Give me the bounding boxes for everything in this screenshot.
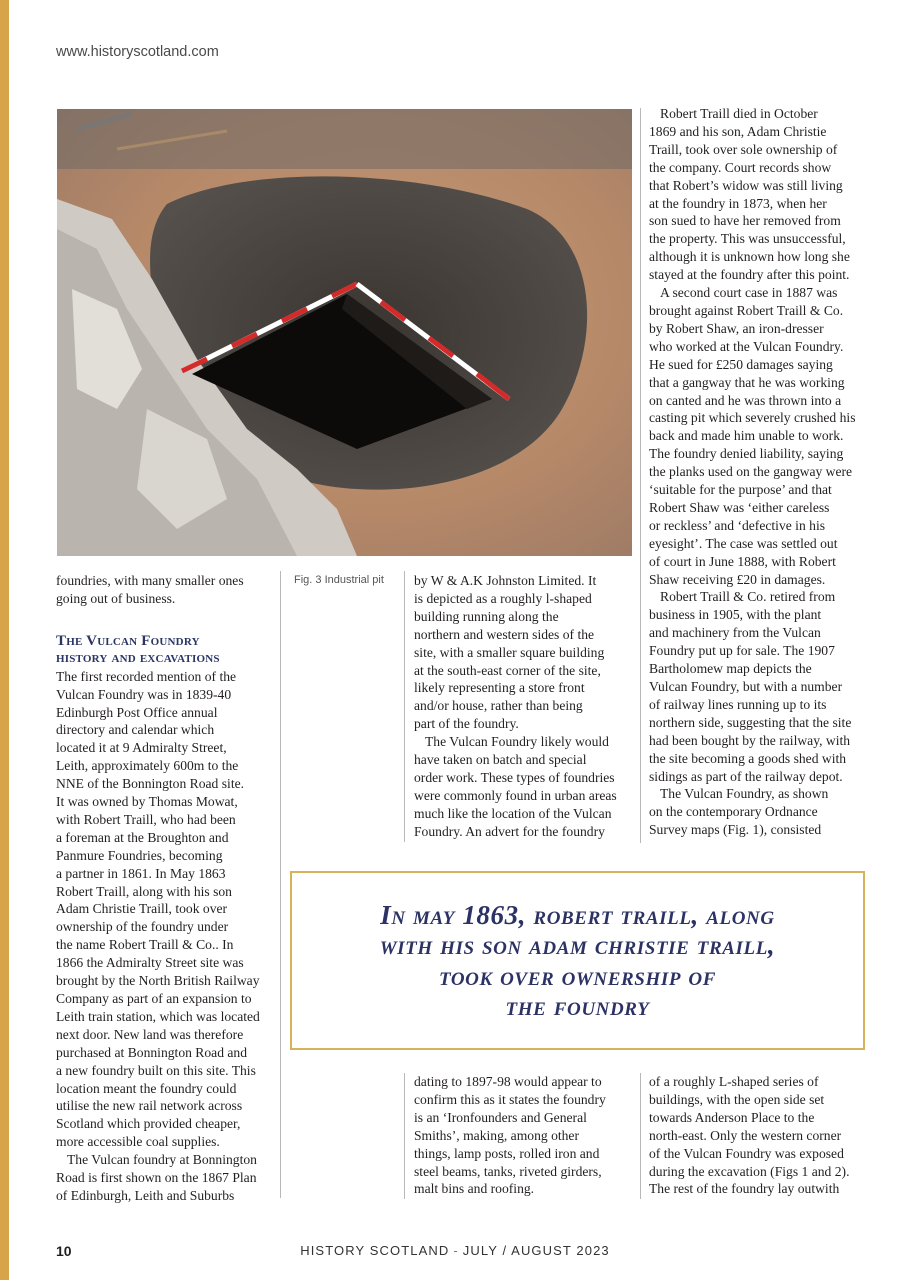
text-line: Edinburgh Post Office annual [56,704,218,720]
text-line: The first recorded mention of the [56,668,237,684]
text-line: going out of business. [56,590,176,606]
text-line: It was owned by Thomas Mowat, [56,794,238,810]
article-column-2-upper [414,572,638,841]
text-line: part of the foundry. [414,716,519,732]
text-line: who worked at the Vulcan Foundry. [649,338,844,354]
text-line: or reckless’ and ‘defective in his [649,517,826,533]
text-line: although it is unknown how long she [649,249,850,265]
magazine-title: HISTORY SCOTLAND [300,1243,450,1258]
text-line: likely representing a store front [414,680,585,696]
text-line: Robert Traill died in October [660,106,818,121]
text-line: on canted and he was thrown into a [649,392,842,408]
text-line: by W & A.K Johnston Limited. It [414,573,597,588]
text-line: purchased at Bonnington Road and [56,1044,248,1060]
pull-quote-line: In may 1863, robert traill, along [380,899,775,930]
column-divider [640,1073,641,1199]
pull-quote-line: the foundry [505,991,650,1021]
issue-date: JULY / AUGUST 2023 [462,1243,610,1258]
text-line: northern side, suggesting that the site [649,714,852,730]
column-divider [404,571,405,842]
text-line: of the Vulcan Foundry was exposed [649,1145,844,1161]
text-line: brought against Robert Traill & Co. [649,302,844,318]
text-line: Leith train station, which was located [56,1008,260,1024]
page-edge-bar [0,0,9,1280]
text-line: on the contemporary Ordnance [649,804,818,820]
text-line: order work. These types of foundries [414,769,615,785]
text-line: directory and calendar which [56,722,215,738]
text-line: Shaw receiving £20 in damages. [649,571,826,587]
column-divider [640,108,641,843]
text-line: site, with a smaller square building [414,644,605,660]
text-line: the site becoming a goods shed with [649,750,847,766]
text-line: He sued for £250 damages saying [649,356,833,372]
text-line: The Vulcan Foundry likely would [425,734,609,750]
text-line: next door. New land was therefore [56,1026,244,1042]
text-line: the name Robert Traill & Co.. In [56,937,234,953]
text-line: the property. This was unsuccessful, [649,231,846,247]
text-line: building running along the [414,608,559,624]
text-line: a partner in 1861. In May 1863 [56,865,226,881]
text-line: at the foundry in 1873, when her [649,195,827,211]
text-line: and/or house, rather than being [414,698,583,714]
article-column-1 [56,572,278,1205]
text-line: Bartholomew map depicts the [649,661,812,677]
text-line: The foundry denied liability, saying [649,446,844,462]
text-line: Smiths’, making, among other [414,1127,579,1143]
text-line: a foreman at the Broughton and [56,829,229,845]
section-heading: The Vulcan Foundry [56,632,200,649]
text-line: the company. Court records show [649,159,832,175]
text-line: dating to 1897-98 would appear to [414,1074,602,1089]
article-column-3-lower [649,1073,871,1198]
text-line: malt bins and roofing. [414,1181,535,1197]
text-line: more accessible coal supplies. [56,1134,220,1150]
text-line: is an ‘Ironfounders and General [414,1109,587,1125]
text-line: north-east. Only the western corner [649,1127,842,1143]
text-line: located it at 9 Admiralty Street, [56,740,227,756]
article-column-3-upper [649,105,871,839]
text-line: with Robert Traill, who had been [56,811,236,827]
text-line: ‘suitable for the purpose’ and that [649,482,832,498]
text-line: foundries, with many smaller ones [56,573,244,588]
text-line: and machinery from the Vulcan [649,625,821,641]
text-line: business in 1905, with the plant [649,607,822,623]
text-line: Foundry put up for sale. The 1907 [649,643,835,659]
text-line: northern and western sides of the [414,626,595,642]
column-divider [280,571,281,1198]
figure-caption: Fig. 3 Industrial pit [294,574,384,586]
text-line: of a roughly L-shaped series of [649,1074,819,1089]
footer-separator: - [453,1243,459,1258]
pull-quote [290,871,865,1050]
text-line: Robert Shaw was ‘either careless [649,499,830,515]
text-line: steel beams, tanks, riveted girders, [414,1163,602,1179]
column-divider [404,1073,405,1199]
section-heading: history and excavations [56,650,220,667]
text-line: Robert Traill & Co. retired from [660,589,836,605]
pull-quote-line: with his son adam christie traill, [379,930,776,960]
text-line: back and made him unable to work. [649,428,844,444]
text-line: had been bought by the railway, with [649,732,851,748]
text-line: 1866 the Admiralty Street site was [56,955,244,971]
industrial-pit-photo [57,109,632,556]
text-line: Road is first shown on the 1867 Plan [56,1170,257,1186]
text-line: of Edinburgh, Leith and Suburbs [56,1187,235,1203]
text-line: brought by the North British Railway [56,973,260,989]
text-line: that a gangway that he was working [649,374,845,390]
text-line: Vulcan Foundry, but with a number [649,679,843,694]
text-line: the planks used on the gangway were [649,464,853,480]
text-line: casting pit which severely crushed his [649,410,856,426]
text-line: a new foundry built on this site. This [56,1062,256,1078]
text-line: buildings, with the open side set [649,1091,825,1107]
text-line: things, lamp posts, rolled iron and [414,1145,600,1161]
text-line: sidings as part of the railway depot. [649,768,843,784]
text-line: The Vulcan Foundry, as shown [660,786,829,802]
page-number: 10 [56,1243,72,1259]
text-line: Panmure Foundries, becoming [56,847,223,863]
text-line: is depicted as a roughly l-shaped [414,590,592,606]
pull-quote-line: took over ownership of [438,960,716,991]
text-line: by Robert Shaw, an iron-dresser [649,320,824,336]
text-line: confirm this as it states the foundry [414,1091,606,1107]
text-line: at the south-east corner of the site, [414,662,601,678]
text-line: Robert Traill, along with his son [56,883,232,899]
site-url[interactable]: www.historyscotland.com [56,44,219,60]
text-line: Scotland which provided cheaper, [56,1116,241,1132]
text-line: that Robert’s widow was still living [649,177,843,193]
text-line: Leith, approximately 600m to the [56,758,239,774]
magazine-footer [0,1243,910,1258]
text-line: have taken on batch and special [414,752,587,768]
text-line: utilise the new rail network across [56,1098,243,1114]
text-line: much like the location of the Vulcan [414,805,612,821]
text-line: Vulcan Foundry was in 1839-40 [56,686,232,702]
text-line: eyesight’. The case was settled out [649,535,838,551]
article-column-2-lower [414,1073,638,1198]
text-line: NNE of the Bonnington Road site. [56,776,245,792]
text-line: location meant the foundry could [56,1080,237,1096]
text-line: The rest of the foundry lay outwith [649,1181,840,1197]
text-line: Company as part of an expansion to [56,991,252,1007]
text-line: stayed at the foundry after this point. [649,267,850,283]
text-line: Adam Christie Traill, took over [56,901,228,917]
text-line: towards Anderson Place to the [649,1109,815,1125]
text-line: 1869 and his son, Adam Christie [649,123,827,139]
text-line: ownership of the foundry under [56,919,229,935]
text-line: Traill, took over sole ownership of [649,141,838,157]
text-line: The Vulcan foundry at Bonnington [67,1152,257,1168]
text-line: Foundry. An advert for the foundry [414,823,605,839]
text-line: son sued to have her removed from [649,213,841,229]
text-line: during the excavation (Figs 1 and 2). [649,1163,850,1179]
text-line: A second court case in 1887 was [660,285,838,301]
text-line: were commonly found in urban areas [414,787,617,803]
text-line: Survey maps (Fig. 1), consisted [649,822,822,838]
text-line: of railway lines running up to its [649,696,827,712]
text-line: of court in June 1888, with Robert [649,553,836,569]
